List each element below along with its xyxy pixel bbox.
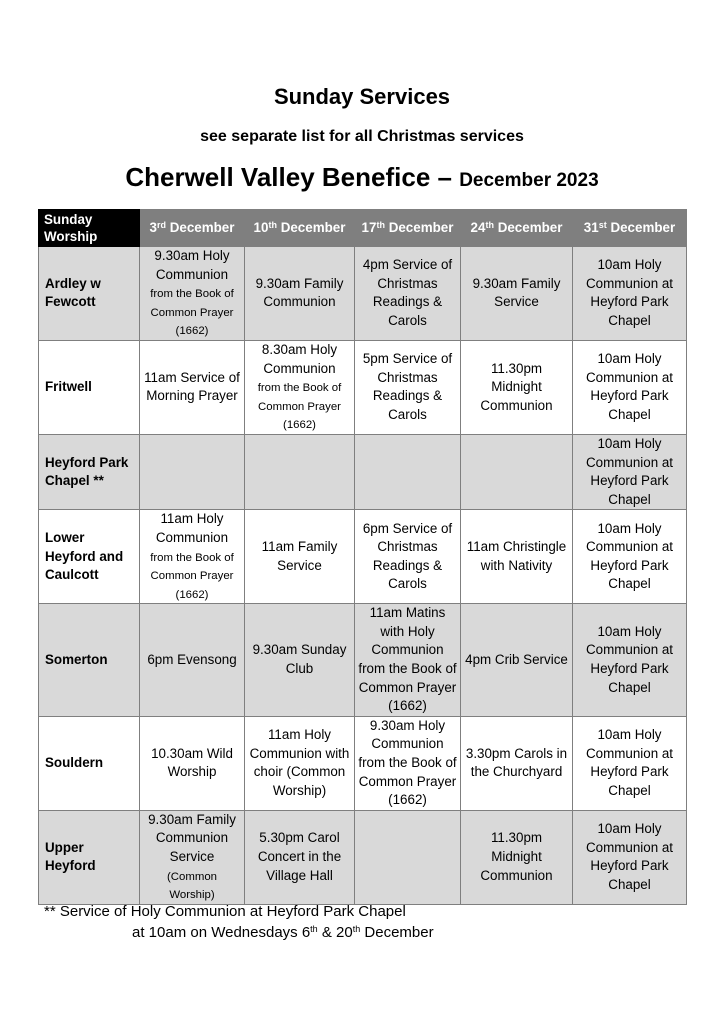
service-cell: [355, 434, 461, 509]
service-cell: [461, 340, 573, 434]
service-text: 11am Christingle with Nativity: [466, 539, 567, 573]
service-cell: [573, 247, 687, 341]
date-day: 31: [583, 219, 599, 235]
service-text: 10am Holy Communion at Heyford Park Chapel: [585, 727, 674, 798]
service-text: 6pm Service of Christmas Readings & Carols: [362, 520, 453, 592]
service-text: 10am Holy Communion at Heyford Park Chapel: [585, 821, 674, 892]
service-text: 10am Holy Communion at Heyford Park Chapel: [585, 351, 674, 423]
footnote-line-1: ** Service of Holy Communion at Heyford Park Chapel: [44, 903, 406, 920]
service-text: 10am Holy Communion at Heyford Park Chapel: [585, 435, 674, 507]
service-text: 9.30am Family Communion Service: [148, 811, 236, 864]
service-text: 9.30am Holy Communion from the Book of Common Prayer (1662): [358, 717, 457, 808]
service-text: 9.30am Holy Communion: [154, 248, 230, 282]
service-text: 9.30am Family Service: [472, 275, 561, 310]
service-cell: [573, 716, 687, 810]
footnote-suffix: th: [310, 924, 318, 934]
service-text: 11.30pm Midnight Communion: [480, 830, 553, 883]
service-text: 4pm Crib Service: [465, 651, 568, 667]
service-cell: [245, 247, 355, 341]
service-cell: [140, 510, 245, 604]
service-text: 10am Holy Communion at Heyford Park Chapel: [585, 623, 674, 695]
service-note: from the Book of Common Prayer (1662): [257, 382, 342, 432]
service-cell: [140, 604, 245, 717]
service-cell: [355, 604, 461, 717]
corner-line-1: Sunday: [44, 212, 93, 227]
date-month: December: [610, 219, 676, 235]
service-text: 10am Holy Communion at Heyford Park Chapel: [585, 257, 674, 329]
service-note: from the Book of Common Prayer (1662): [150, 288, 234, 338]
service-cell: [140, 810, 245, 904]
service-cell: [573, 434, 687, 509]
corner-line-2: Worship: [44, 229, 98, 244]
service-cell: [245, 810, 355, 904]
service-text: 11am Holy Communion: [155, 511, 229, 545]
date-suffix: rd: [156, 219, 166, 230]
service-note: (Common Worship): [166, 870, 217, 902]
table-row: [39, 510, 687, 604]
service-text: 11am Family Service: [261, 539, 338, 573]
service-cell: [461, 247, 573, 341]
church-name: Souldern: [39, 716, 140, 810]
table-row: [39, 340, 687, 434]
benefice-heading: [0, 162, 724, 193]
service-text: 10am Holy Communion at Heyford Park Chapel: [585, 520, 674, 592]
date-month: December: [280, 219, 346, 235]
column-header-date: [355, 210, 461, 247]
date-day: 3: [149, 219, 157, 235]
table-row: [39, 247, 687, 341]
service-cell: [245, 340, 355, 434]
date-suffix: th: [485, 219, 494, 230]
service-text: 9.30am Sunday Club: [252, 642, 347, 677]
service-cell: [355, 247, 461, 341]
service-cell: [461, 434, 573, 509]
service-cell: [355, 716, 461, 810]
table-row: [39, 604, 687, 717]
service-cell: [245, 716, 355, 810]
column-header-date: [461, 210, 573, 247]
service-text: 5.30pm Carol Concert in the Village Hall: [257, 830, 342, 883]
service-cell: [461, 604, 573, 717]
service-text: 11am Matins with Holy Communion from the Book of Common Prayer (1662): [358, 605, 457, 714]
service-text: 11am Service of Morning Prayer: [144, 369, 240, 404]
church-name: Upper Heyford: [39, 810, 140, 904]
service-cell: [245, 434, 355, 509]
service-cell: [573, 604, 687, 717]
column-header-date: [245, 210, 355, 247]
footnote-text: & 20: [317, 924, 353, 941]
table-row: [39, 434, 687, 509]
church-name: Ardley w Fewcott: [39, 247, 140, 341]
date-month: December: [169, 219, 235, 235]
church-name: Heyford Park Chapel **: [39, 434, 140, 509]
footnote-text: at 10am on Wednesdays 6: [132, 924, 311, 941]
date-month: December: [497, 219, 563, 235]
heading-date: December 2023: [459, 170, 599, 191]
service-text: 6pm Evensong: [147, 651, 237, 667]
page-title: Sunday Services: [273, 84, 451, 109]
column-header-date: [573, 210, 687, 247]
service-cell: [461, 810, 573, 904]
benefice-name: Cherwell Valley Benefice –: [125, 162, 452, 192]
date-day: 10: [253, 219, 269, 235]
service-cell: [461, 716, 573, 810]
table-header-row: [39, 210, 687, 247]
service-cell: [573, 510, 687, 604]
date-suffix: st: [598, 219, 607, 230]
column-header-date: [140, 210, 245, 247]
table-row: [39, 716, 687, 810]
service-note: from the Book of Common Prayer (1662): [150, 551, 234, 601]
services-table: [38, 209, 687, 905]
service-cell: [355, 340, 461, 434]
service-cell: [245, 510, 355, 604]
service-text: 4pm Service of Christmas Readings & Carols: [362, 257, 453, 329]
footnote-text: December: [360, 924, 434, 941]
footnote-line-2: [44, 922, 434, 943]
service-cell: [573, 340, 687, 434]
service-cell: [355, 510, 461, 604]
church-name: Lower Heyford and Caulcott: [39, 510, 140, 604]
corner-header: [39, 210, 140, 247]
date-suffix: th: [376, 219, 385, 230]
page-subtitle: see separate list for all Christmas services: [200, 128, 524, 145]
service-text: 3.30pm Carols in the Churchyard: [465, 745, 568, 780]
footnote-suffix: th: [352, 924, 361, 934]
service-cell: [461, 510, 573, 604]
table-row: [39, 810, 687, 904]
date-day: 17: [361, 219, 377, 235]
service-cell: [140, 340, 245, 434]
church-name: Somerton: [39, 604, 140, 717]
service-cell: [140, 247, 245, 341]
church-name: Fritwell: [39, 340, 140, 434]
date-day: 24: [470, 219, 486, 235]
service-cell: [245, 604, 355, 717]
service-cell: [140, 716, 245, 810]
service-text: 8.30am Holy Communion: [261, 341, 338, 376]
date-month: December: [388, 219, 454, 235]
service-text: 9.30am Family Communion: [255, 275, 344, 310]
service-cell: [140, 434, 245, 509]
service-cell: [573, 810, 687, 904]
service-text: 11am Holy Communion with choir (Common Worship): [249, 727, 350, 798]
service-text: 11.30pm Midnight Communion: [480, 360, 553, 413]
service-text: 10.30am Wild Worship: [151, 745, 233, 780]
service-cell: [355, 810, 461, 904]
service-text: 5pm Service of Christmas Readings & Carols: [362, 351, 453, 423]
footnote: [44, 901, 434, 943]
date-suffix: th: [268, 219, 277, 230]
